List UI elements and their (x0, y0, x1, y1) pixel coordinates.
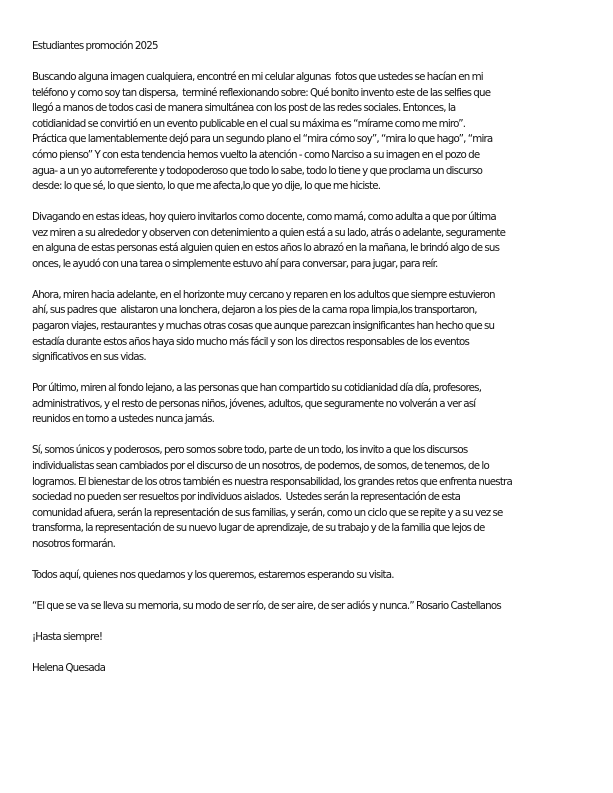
text-line: estadía durante estos años haya sido mucho más fácil y son los directos responsables de los eventos (32, 335, 470, 348)
text-line: Por último, miren al fondo lejano, a las personas que han compartido su cotidianidad día día, profesores, (32, 382, 482, 395)
text-line: pagaron viajes, restaurantes y muchas otras cosas que aunque parezcan insignificantes han hecho que su (32, 320, 495, 333)
text-line: llegó a manos de todos casi de manera simultánea con los post de las redes sociales. Entonces, la (32, 102, 456, 115)
letter-heading: Estudiantes promoción 2025 (32, 40, 158, 52)
text-line: sociedad no pueden ser resueltos por individuos aislados. Ustedes serán la representación de esta (32, 491, 461, 504)
text-line: administrativos, y el resto de personas niños, jóvenes, adultos, que seguramente no volverán a ver así (32, 397, 476, 410)
text-line: cómo pienso” Y con esta tendencia hemos vuelto la atención - como Narciso a su imagen en el pozo de (32, 148, 480, 161)
text-line: reunidos en torno a ustedes nunca jamás. (32, 413, 215, 426)
paragraph-farewell: Todos aquí, quienes nos quedamos y los queremos, estaremos esperando su visita. (32, 568, 394, 581)
text-line: individualistas sean cambiados por el discurso de un nosotros, de podemos, de somos, de tenemos, de lo (32, 460, 489, 473)
text-line: Práctica que lamentablemente dejó para un segundo plano el “mira cómo soy”, “mira lo que hago”, “mira (32, 133, 493, 146)
paragraph-staff (32, 381, 612, 428)
text-line: cotidianidad se convirtió en un evento publicable en el cual su máxima es “mírame como me miro”. (32, 117, 466, 130)
text-line: desde: lo que sé, lo que siento, lo que me afecta,lo que yo dije, lo que me hiciste. (32, 180, 381, 193)
text-line: ahí, sus padres que alistaron una lonchera, dejaron a los pies de la cama ropa limpia,los transportaron, (32, 304, 477, 317)
text-line: Divagando en estas ideas, hoy quiero invitarlos como docente, como mamá, como adulta a que por última (32, 211, 496, 224)
text-line: Buscando alguna imagen cualquiera, encontré en mi celular algunas fotos que ustedes se hacían en mi (32, 70, 483, 83)
paragraph-community (32, 443, 612, 552)
closing-salutation: ¡Hasta siempre! (32, 630, 103, 643)
signature: Helena Quesada (32, 661, 106, 674)
text-line: comunidad afuera, serán la representación de sus familias, y serán, como un ciclo que se repite y a su vez se (32, 506, 503, 519)
text-line: Sí, somos únicos y poderosos, pero somos sobre todo, parte de un todo, los invito a que los discursos (32, 444, 468, 457)
paragraph-parents (32, 288, 612, 366)
text-line: teléfono y como soy tan dispersa, terminé reflexionando sobre: Qué bonito invento este de las selfies que (32, 86, 491, 99)
text-line: significativos en sus vidas. (32, 351, 146, 364)
text-line: vez miren a su alrededor y observen con detenimiento a quien está a su lado, atrás o adelante, seguramente (32, 226, 506, 239)
text-line: en alguna de estas personas está alguien quien en estos años lo abrazó en la mañana, le brindó algo de sus (32, 242, 500, 255)
text-line: Ahora, miren hacia adelante, en el horizonte muy cercano y reparen en los adultos que siempre estuvieron (32, 288, 495, 301)
text-line: nosotros formarán. (32, 537, 116, 550)
letter-page (32, 39, 612, 677)
closing-quote: “El que se va se lleva su memoria, su modo de ser río, de ser aire, de ser adiós y nunca.” Rosario Castellanos (32, 599, 501, 612)
paragraph-selfies (32, 70, 612, 195)
paragraph-look-around (32, 210, 612, 272)
text-line: logramos. El bienestar de los otros también es nuestra responsabilidad, los grandes retos que enfrenta nuestra (32, 475, 512, 488)
text-line: onces, le ayudó con una tarea o simplemente estuvo ahí para conversar, para jugar, para reír. (32, 257, 438, 270)
text-line: agua- a un yo autorreferente y todopoderoso que todo lo sabe, todo lo tiene y que proclama un discurso (32, 164, 483, 177)
text-line: transforma, la representación de su nuevo lugar de aprendizaje, de su trabajo y de la familia que lejos de (32, 522, 485, 535)
